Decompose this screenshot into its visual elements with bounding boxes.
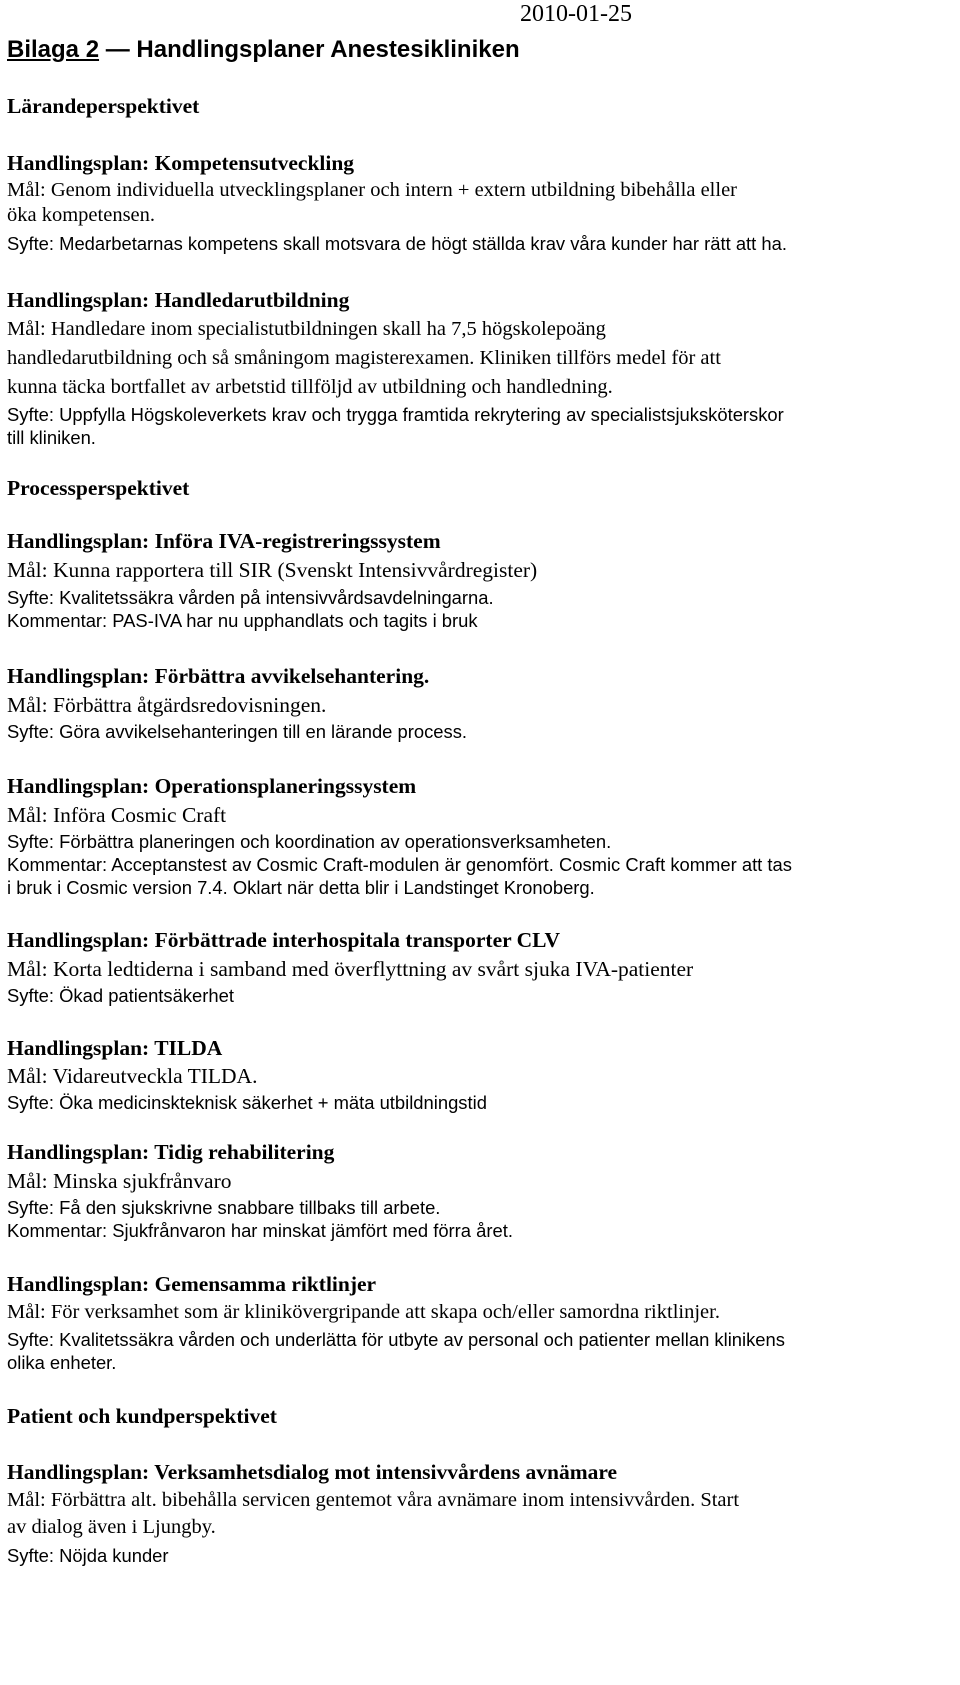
plan-purpose-cont: till kliniken.	[7, 427, 96, 448]
plan-purpose: Syfte: Medarbetarnas kompetens skall motsvara de högt ställda krav våra kunder har rätt att ha.	[7, 233, 787, 254]
plan-goal-cont: kunna täcka bortfallet av arbetstid tillföljd av utbildning och handledning.	[7, 376, 613, 398]
document-date: 2010-01-25	[520, 1, 632, 27]
plan-goal: Mål: Vidareutveckla TILDA.	[7, 1064, 258, 1088]
plan-heading: Handlingsplan: Införa IVA-registreringssystem	[7, 529, 441, 553]
plan-heading: Handlingsplan: Operationsplaneringssystem	[7, 774, 417, 798]
section-heading-larande: Lärandeperspektivet	[7, 94, 200, 118]
section-heading-process: Processperspektivet	[7, 476, 190, 500]
plan-heading: Handlingsplan: TILDA	[7, 1036, 223, 1060]
plan-goal: Mål: Korta ledtiderna i samband med överflyttning av svårt sjuka IVA-patienter	[7, 957, 694, 981]
plan-goal: Mål: Minska sjukfrånvaro	[7, 1169, 232, 1193]
plan-comment: Kommentar: PAS-IVA har nu upphandlats och tagits i bruk	[7, 610, 478, 631]
plan-goal-cont: av dialog även i Ljungby.	[7, 1516, 216, 1538]
plan-comment: Kommentar: Acceptanstest av Cosmic Craft-modulen är genomfört. Cosmic Craft kommer att tas	[7, 854, 792, 875]
plan-heading: Handlingsplan: Handledarutbildning	[7, 288, 350, 312]
title-appendix-label: Bilaga 2	[7, 36, 100, 63]
plan-goal: Mål: Handledare inom specialistutbildningen skall ha 7,5 högskolepoäng	[7, 318, 606, 340]
plan-purpose: Syfte: Göra avvikelsehanteringen till en lärande process.	[7, 721, 468, 742]
plan-purpose: Syfte: Öka medicinskteknisk säkerhet + mäta utbildningstid	[7, 1092, 487, 1113]
plan-heading: Handlingsplan: Tidig rehabilitering	[7, 1140, 335, 1164]
plan-heading: Handlingsplan: Verksamhetsdialog mot intensivvårdens avnämare	[7, 1460, 618, 1484]
plan-heading: Handlingsplan: Kompetensutveckling	[7, 151, 355, 175]
plan-purpose: Syfte: Förbättra planeringen och koordination av operationsverksamheten.	[7, 831, 612, 852]
plan-heading: Handlingsplan: Förbättrade interhospitala transporter CLV	[7, 928, 561, 952]
plan-goal-cont: handledarutbildning och så småningom magisterexamen. Kliniken tillförs medel för att	[7, 347, 721, 369]
title-text: Handlingsplaner Anestesikliniken	[136, 36, 520, 63]
plan-purpose: Syfte: Kvalitetssäkra vården och underlätta för utbyte av personal och patienter mellan klinikens	[7, 1329, 785, 1350]
plan-purpose: Syfte: Ökad patientsäkerhet	[7, 985, 234, 1006]
plan-goal: Mål: Införa Cosmic Craft	[7, 803, 227, 827]
plan-purpose: Syfte: Uppfylla Högskoleverkets krav och trygga framtida rekrytering av specialistsjuksköterskor	[7, 404, 784, 425]
plan-comment: Kommentar: Sjukfrånvaron har minskat jämfört med förra året.	[7, 1220, 513, 1241]
plan-goal-cont: öka kompetensen.	[7, 204, 156, 226]
plan-goal: Mål: Förbättra alt. bibehålla servicen gentemot våra avnämare inom intensivvården. Start	[7, 1489, 740, 1511]
document-title: Bilaga 2 — Handlingsplaner Anestesikliniken	[7, 36, 520, 63]
plan-goal: Mål: Förbättra åtgärdsredovisningen.	[7, 693, 327, 717]
plan-goal: Mål: Genom individuella utvecklingsplaner och intern + extern utbildning bibehålla eller	[7, 179, 738, 201]
plan-goal: Mål: För verksamhet som är klinikövergripande att skapa och/eller samordna riktlinjer.	[7, 1301, 720, 1323]
plan-goal: Mål: Kunna rapportera till SIR (Svenskt Intensivvårdregister)	[7, 558, 538, 582]
plan-purpose: Syfte: Få den sjukskrivne snabbare tillbaks till arbete.	[7, 1197, 441, 1218]
plan-heading: Handlingsplan: Gemensamma riktlinjer	[7, 1272, 377, 1296]
plan-heading: Handlingsplan: Förbättra avvikelsehantering.	[7, 664, 430, 688]
plan-comment-cont: i bruk i Cosmic version 7.4. Oklart när detta blir i Landstinget Kronoberg.	[7, 877, 595, 898]
section-heading-patient: Patient och kundperspektivet	[7, 1404, 277, 1428]
plan-purpose-cont: olika enheter.	[7, 1352, 117, 1373]
plan-purpose: Syfte: Kvalitetssäkra vården på intensivvårdsavdelningarna.	[7, 587, 494, 608]
plan-purpose: Syfte: Nöjda kunder	[7, 1545, 169, 1566]
